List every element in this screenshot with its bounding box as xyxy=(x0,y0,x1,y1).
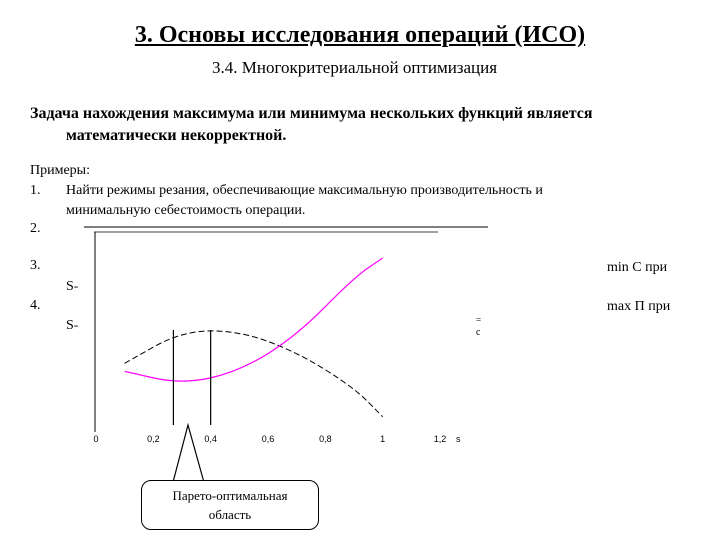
example-4-condition: max П при xyxy=(607,299,671,314)
x-tick-labels xyxy=(93,434,446,444)
x-tick-label: 0,4 xyxy=(204,434,217,444)
variable-subscript: = xyxy=(73,322,79,331)
x-tick-label: 1,2 xyxy=(433,434,447,444)
series-line-black xyxy=(125,331,383,417)
stray-symbol: = xyxy=(476,315,482,325)
task-line-2: математически некорректной. xyxy=(66,127,287,144)
example-2-number: 2. xyxy=(30,221,41,236)
example-3-number: 3. xyxy=(30,258,41,273)
example-1-number: 1. xyxy=(30,183,41,198)
pareto-label-box xyxy=(141,480,319,530)
example-1-line-2: минимальную себестоимость операции. xyxy=(66,203,306,218)
variable-subscript: = xyxy=(73,283,79,292)
x-tick-label: 0,8 xyxy=(319,434,332,444)
x-tick-label: 0 xyxy=(93,434,99,444)
pareto-label-line-2: область xyxy=(208,507,252,522)
x-tick-label: 0,2 xyxy=(147,434,160,444)
example-4-number: 4. xyxy=(30,298,41,313)
variable-letter: S xyxy=(66,318,74,333)
examples-label: Примеры: xyxy=(30,163,90,178)
section-subtitle: 3.4. Многокритериальной оптимизация xyxy=(212,58,498,77)
pareto-pointer xyxy=(172,425,205,486)
variable-letter: S xyxy=(66,279,74,294)
x-axis-label: s xyxy=(456,434,461,444)
series-line-magenta xyxy=(125,258,383,381)
x-tick-label: 0,6 xyxy=(261,434,275,444)
pareto-label-line-1: Парето-оптимальная xyxy=(172,488,288,503)
task-line-1: Задача нахождения максимума или минимума нескольких функций является xyxy=(30,105,593,122)
page-title: 3. Основы исследования операций (ИСО) xyxy=(134,22,586,48)
stray-letter: c xyxy=(476,327,481,338)
example-1-line-1: Найти режимы резания, обеспечивающие максимальную производительность и xyxy=(66,183,543,198)
example-3-condition: min C при xyxy=(607,260,668,275)
x-tick-label: 1 xyxy=(380,434,386,444)
